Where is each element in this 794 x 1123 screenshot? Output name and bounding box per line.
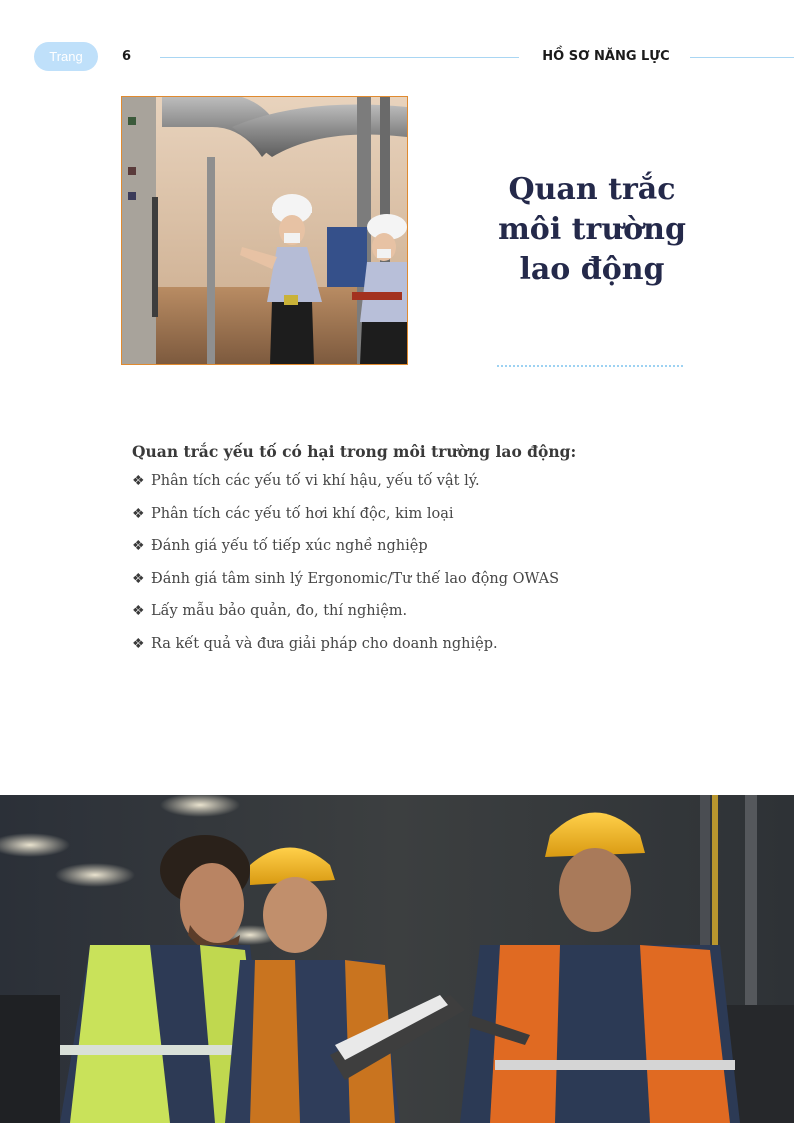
page-label-pill (34, 42, 98, 71)
list-item (132, 634, 692, 667)
section-heading-line-2: môi trường (498, 212, 686, 247)
list-item (132, 504, 692, 537)
section-heading-line-3: lao động (519, 252, 665, 287)
section-heading-line-1: Quan trắc (508, 172, 676, 207)
diamond-bullet-icon: ❖ (132, 635, 145, 652)
content-block (132, 439, 692, 667)
list-item (132, 569, 692, 602)
diamond-bullet-icon: ❖ (132, 603, 145, 620)
bullet-list (132, 471, 692, 667)
content-heading: Quan trắc yếu tố có hại trong môi trường lao động: (132, 442, 577, 461)
section-heading (476, 170, 708, 290)
list-item-text: Đánh giá yếu tố tiếp xúc nghề nghiệp (151, 538, 428, 555)
list-item-text: Đánh giá tâm sinh lý Ergonomic/Tư thế lao động OWAS (151, 570, 560, 587)
list-item (132, 536, 692, 569)
header-rule-left (160, 57, 519, 58)
list-item-text: Lấy mẫu bảo quản, đo, thí nghiệm. (151, 603, 408, 620)
diamond-bullet-icon: ❖ (132, 570, 145, 587)
list-item-text: Phân tích các yếu tố vi khí hậu, yếu tố vật lý. (151, 473, 480, 489)
diamond-bullet-icon: ❖ (132, 473, 145, 489)
heading-divider (497, 365, 683, 367)
header-rule-right (690, 57, 794, 58)
list-item (132, 471, 692, 504)
page-label: Trang (49, 49, 83, 64)
diamond-bullet-icon: ❖ (132, 505, 145, 522)
page-number: 6 (122, 49, 132, 64)
list-item-text: Phân tích các yếu tố hơi khí độc, kim loại (151, 505, 454, 522)
diamond-bullet-icon: ❖ (132, 538, 145, 555)
monitoring-photo (121, 96, 408, 365)
workers-photo (0, 795, 794, 1123)
document-title: HỒ SƠ NĂNG LỰC (542, 49, 670, 64)
list-item-text: Ra kết quả và đưa giải pháp cho doanh nghiệp. (151, 635, 498, 652)
list-item (132, 601, 692, 634)
